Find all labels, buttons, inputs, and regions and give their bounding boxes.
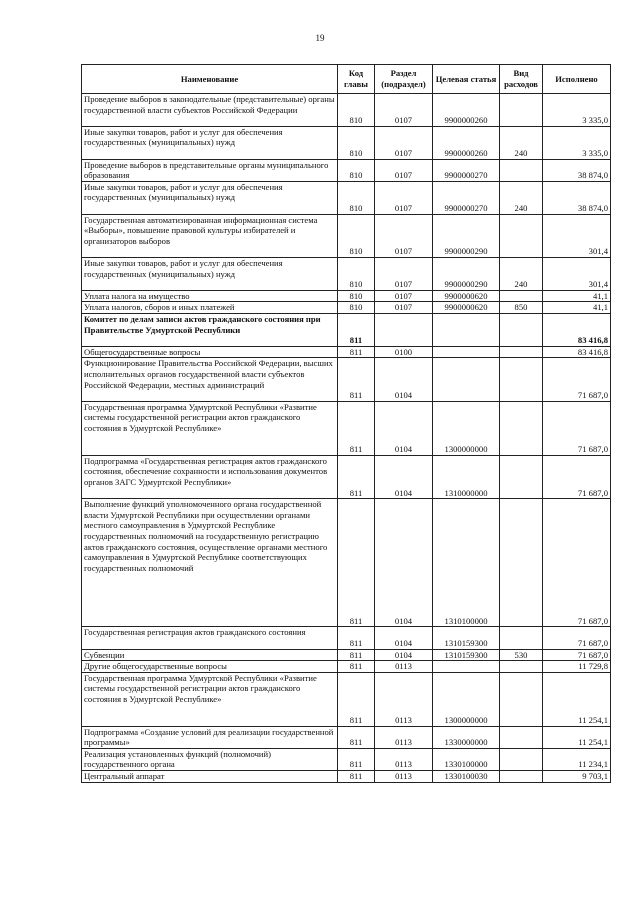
cell-code: 811 bbox=[338, 455, 375, 498]
header-name: Наименование bbox=[82, 65, 338, 94]
cell-code: 810 bbox=[338, 257, 375, 290]
cell-target bbox=[433, 313, 500, 346]
cell-section: 0107 bbox=[375, 126, 433, 159]
cell-name: Уплата налогов, сборов и иных платежей bbox=[82, 302, 338, 314]
cell-name: Государственная регистрация актов гражданского состояния bbox=[82, 627, 338, 649]
cell-code: 810 bbox=[338, 159, 375, 181]
cell-executed: 301,4 bbox=[543, 214, 611, 257]
table-row bbox=[82, 346, 611, 358]
cell-executed: 71 687,0 bbox=[543, 358, 611, 401]
header-target: Целевая статья bbox=[433, 65, 500, 94]
cell-section: 0107 bbox=[375, 159, 433, 181]
table-row bbox=[82, 313, 611, 346]
cell-section: 0107 bbox=[375, 181, 433, 214]
cell-name: Другие общегосударственные вопросы bbox=[82, 661, 338, 673]
cell-name: Государственная программа Удмуртской Республики «Развитие системы государственной регистрации актов гражданского состояния в Удмуртской Республике» bbox=[82, 401, 338, 455]
table-row bbox=[82, 672, 611, 726]
cell-executed: 11 729,8 bbox=[543, 661, 611, 673]
cell-type: 240 bbox=[500, 181, 543, 214]
table-row bbox=[82, 627, 611, 649]
cell-type: 530 bbox=[500, 649, 543, 661]
cell-executed: 3 335,0 bbox=[543, 126, 611, 159]
cell-target: 1330000000 bbox=[433, 726, 500, 748]
cell-type bbox=[500, 358, 543, 401]
cell-section: 0100 bbox=[375, 346, 433, 358]
cell-target: 9900000270 bbox=[433, 181, 500, 214]
cell-executed: 71 687,0 bbox=[543, 401, 611, 455]
cell-section: 0104 bbox=[375, 499, 433, 627]
table-row bbox=[82, 401, 611, 455]
cell-target: 9900000620 bbox=[433, 302, 500, 314]
cell-target: 9900000290 bbox=[433, 214, 500, 257]
cell-type bbox=[500, 771, 543, 783]
cell-code: 811 bbox=[338, 771, 375, 783]
cell-code: 811 bbox=[338, 313, 375, 346]
cell-target: 1300000000 bbox=[433, 401, 500, 455]
cell-section: 0113 bbox=[375, 661, 433, 673]
table-row bbox=[82, 748, 611, 770]
cell-target: 1310000000 bbox=[433, 455, 500, 498]
cell-type bbox=[500, 748, 543, 770]
cell-target: 1310159300 bbox=[433, 627, 500, 649]
table-row bbox=[82, 257, 611, 290]
cell-section: 0104 bbox=[375, 401, 433, 455]
cell-name: Выполнение функций уполномоченного органа государственной власти Удмуртской Республики при осуществлении органами местного самоуправления в Удмуртской Республике государственных полномочий на государственную регистрацию актов гражданского состояния, осуществление органами местного самоуправления в Удмуртской Республике соответствующих государственных полномочий bbox=[82, 499, 338, 627]
cell-executed: 9 703,1 bbox=[543, 771, 611, 783]
cell-code: 811 bbox=[338, 499, 375, 627]
cell-executed: 41,1 bbox=[543, 302, 611, 314]
cell-section: 0107 bbox=[375, 94, 433, 127]
cell-type bbox=[500, 661, 543, 673]
cell-code: 810 bbox=[338, 181, 375, 214]
table-row bbox=[82, 455, 611, 498]
cell-target bbox=[433, 346, 500, 358]
cell-executed: 71 687,0 bbox=[543, 627, 611, 649]
cell-type bbox=[500, 499, 543, 627]
cell-section: 0107 bbox=[375, 302, 433, 314]
table-row bbox=[82, 649, 611, 661]
table-row bbox=[82, 181, 611, 214]
cell-code: 811 bbox=[338, 358, 375, 401]
cell-name: Комитет по делам записи актов гражданского состояния при Правительстве Удмуртской Республики bbox=[82, 313, 338, 346]
cell-code: 811 bbox=[338, 649, 375, 661]
cell-name: Субвенции bbox=[82, 649, 338, 661]
cell-section: 0104 bbox=[375, 455, 433, 498]
cell-target: 1310100000 bbox=[433, 499, 500, 627]
table-row bbox=[82, 290, 611, 302]
cell-target: 9900000260 bbox=[433, 94, 500, 127]
header-executed: Исполнено bbox=[543, 65, 611, 94]
cell-type bbox=[500, 672, 543, 726]
table-row bbox=[82, 302, 611, 314]
cell-type bbox=[500, 214, 543, 257]
table-header-row bbox=[82, 65, 611, 94]
cell-target: 1330100000 bbox=[433, 748, 500, 770]
cell-executed: 71 687,0 bbox=[543, 455, 611, 498]
page-number: 19 bbox=[315, 33, 325, 43]
cell-code: 811 bbox=[338, 726, 375, 748]
cell-type bbox=[500, 313, 543, 346]
cell-section: 0113 bbox=[375, 748, 433, 770]
cell-target: 1310159300 bbox=[433, 649, 500, 661]
cell-type bbox=[500, 627, 543, 649]
cell-executed: 83 416,8 bbox=[543, 346, 611, 358]
cell-target: 1300000000 bbox=[433, 672, 500, 726]
cell-name: Государственная автоматизированная информационная система «Выборы», повышение правовой культуры избирателей и организаторов выборов bbox=[82, 214, 338, 257]
cell-section: 0104 bbox=[375, 649, 433, 661]
cell-executed: 11 254,1 bbox=[543, 726, 611, 748]
table-row bbox=[82, 126, 611, 159]
cell-code: 810 bbox=[338, 94, 375, 127]
cell-type bbox=[500, 159, 543, 181]
table-row bbox=[82, 661, 611, 673]
cell-name: Уплата налога на имущество bbox=[82, 290, 338, 302]
cell-name: Центральный аппарат bbox=[82, 771, 338, 783]
cell-type bbox=[500, 401, 543, 455]
cell-executed: 11 234,1 bbox=[543, 748, 611, 770]
cell-code: 811 bbox=[338, 661, 375, 673]
cell-code: 810 bbox=[338, 126, 375, 159]
cell-executed: 71 687,0 bbox=[543, 499, 611, 627]
cell-type: 240 bbox=[500, 126, 543, 159]
cell-executed: 38 874,0 bbox=[543, 181, 611, 214]
header-section: Раздел (подраздел) bbox=[375, 65, 433, 94]
cell-section: 0107 bbox=[375, 214, 433, 257]
cell-target: 9900000270 bbox=[433, 159, 500, 181]
table-row bbox=[82, 726, 611, 748]
cell-name: Государственная программа Удмуртской Республики «Развитие системы государственной регистрации актов гражданского состояния в Удмуртской Республике» bbox=[82, 672, 338, 726]
cell-name: Функционирование Правительства Российской Федерации, высших исполнительных органов государственной власти субъектов Российской Федерации, местных администраций bbox=[82, 358, 338, 401]
cell-name: Подпрограмма «Государственная регистрация актов гражданского состояния, обеспечение сохранности и использования документов органов ЗАГС Удмуртской Республики» bbox=[82, 455, 338, 498]
cell-target bbox=[433, 661, 500, 673]
cell-type bbox=[500, 290, 543, 302]
cell-code: 811 bbox=[338, 627, 375, 649]
cell-type: 850 bbox=[500, 302, 543, 314]
cell-executed: 11 254,1 bbox=[543, 672, 611, 726]
cell-executed: 41,1 bbox=[543, 290, 611, 302]
header-type: Вид расходов bbox=[500, 65, 543, 94]
budget-table bbox=[81, 64, 611, 783]
cell-code: 811 bbox=[338, 748, 375, 770]
table-row bbox=[82, 159, 611, 181]
header-code: Код главы bbox=[338, 65, 375, 94]
cell-code: 810 bbox=[338, 214, 375, 257]
cell-name: Иные закупки товаров, работ и услуг для обеспечения государственных (муниципальных) нужд bbox=[82, 181, 338, 214]
cell-name: Иные закупки товаров, работ и услуг для обеспечения государственных (муниципальных) нужд bbox=[82, 126, 338, 159]
table-row bbox=[82, 214, 611, 257]
cell-section: 0113 bbox=[375, 672, 433, 726]
cell-section: 0104 bbox=[375, 358, 433, 401]
cell-code: 810 bbox=[338, 302, 375, 314]
table-row bbox=[82, 771, 611, 783]
cell-target: 1330100030 bbox=[433, 771, 500, 783]
cell-code: 810 bbox=[338, 290, 375, 302]
cell-name: Проведение выборов в законодательные (представительные) органы государственной власти субъектов Российской Федерации bbox=[82, 94, 338, 127]
cell-code: 811 bbox=[338, 401, 375, 455]
cell-section: 0107 bbox=[375, 257, 433, 290]
cell-type bbox=[500, 455, 543, 498]
cell-name: Проведение выборов в представительные органы муниципального образования bbox=[82, 159, 338, 181]
cell-type: 240 bbox=[500, 257, 543, 290]
cell-type bbox=[500, 346, 543, 358]
table-row bbox=[82, 499, 611, 627]
cell-name: Общегосударственные вопросы bbox=[82, 346, 338, 358]
cell-section bbox=[375, 313, 433, 346]
cell-executed: 38 874,0 bbox=[543, 159, 611, 181]
cell-executed: 301,4 bbox=[543, 257, 611, 290]
cell-type bbox=[500, 94, 543, 127]
cell-section: 0113 bbox=[375, 771, 433, 783]
cell-target bbox=[433, 358, 500, 401]
cell-name: Иные закупки товаров, работ и услуг для обеспечения государственных (муниципальных) нужд bbox=[82, 257, 338, 290]
cell-section: 0104 bbox=[375, 627, 433, 649]
cell-name: Реализация установленных функций (полномочий) государственного органа bbox=[82, 748, 338, 770]
table-body bbox=[82, 94, 611, 783]
cell-name: Подпрограмма «Создание условий для реализации государственной программы» bbox=[82, 726, 338, 748]
cell-section: 0113 bbox=[375, 726, 433, 748]
cell-executed: 83 416,8 bbox=[543, 313, 611, 346]
table-row bbox=[82, 94, 611, 127]
cell-code: 811 bbox=[338, 672, 375, 726]
cell-type bbox=[500, 726, 543, 748]
cell-target: 9900000290 bbox=[433, 257, 500, 290]
cell-executed: 71 687,0 bbox=[543, 649, 611, 661]
cell-executed: 3 335,0 bbox=[543, 94, 611, 127]
cell-target: 9900000260 bbox=[433, 126, 500, 159]
cell-code: 811 bbox=[338, 346, 375, 358]
table-row bbox=[82, 358, 611, 401]
cell-section: 0107 bbox=[375, 290, 433, 302]
cell-target: 9900000620 bbox=[433, 290, 500, 302]
